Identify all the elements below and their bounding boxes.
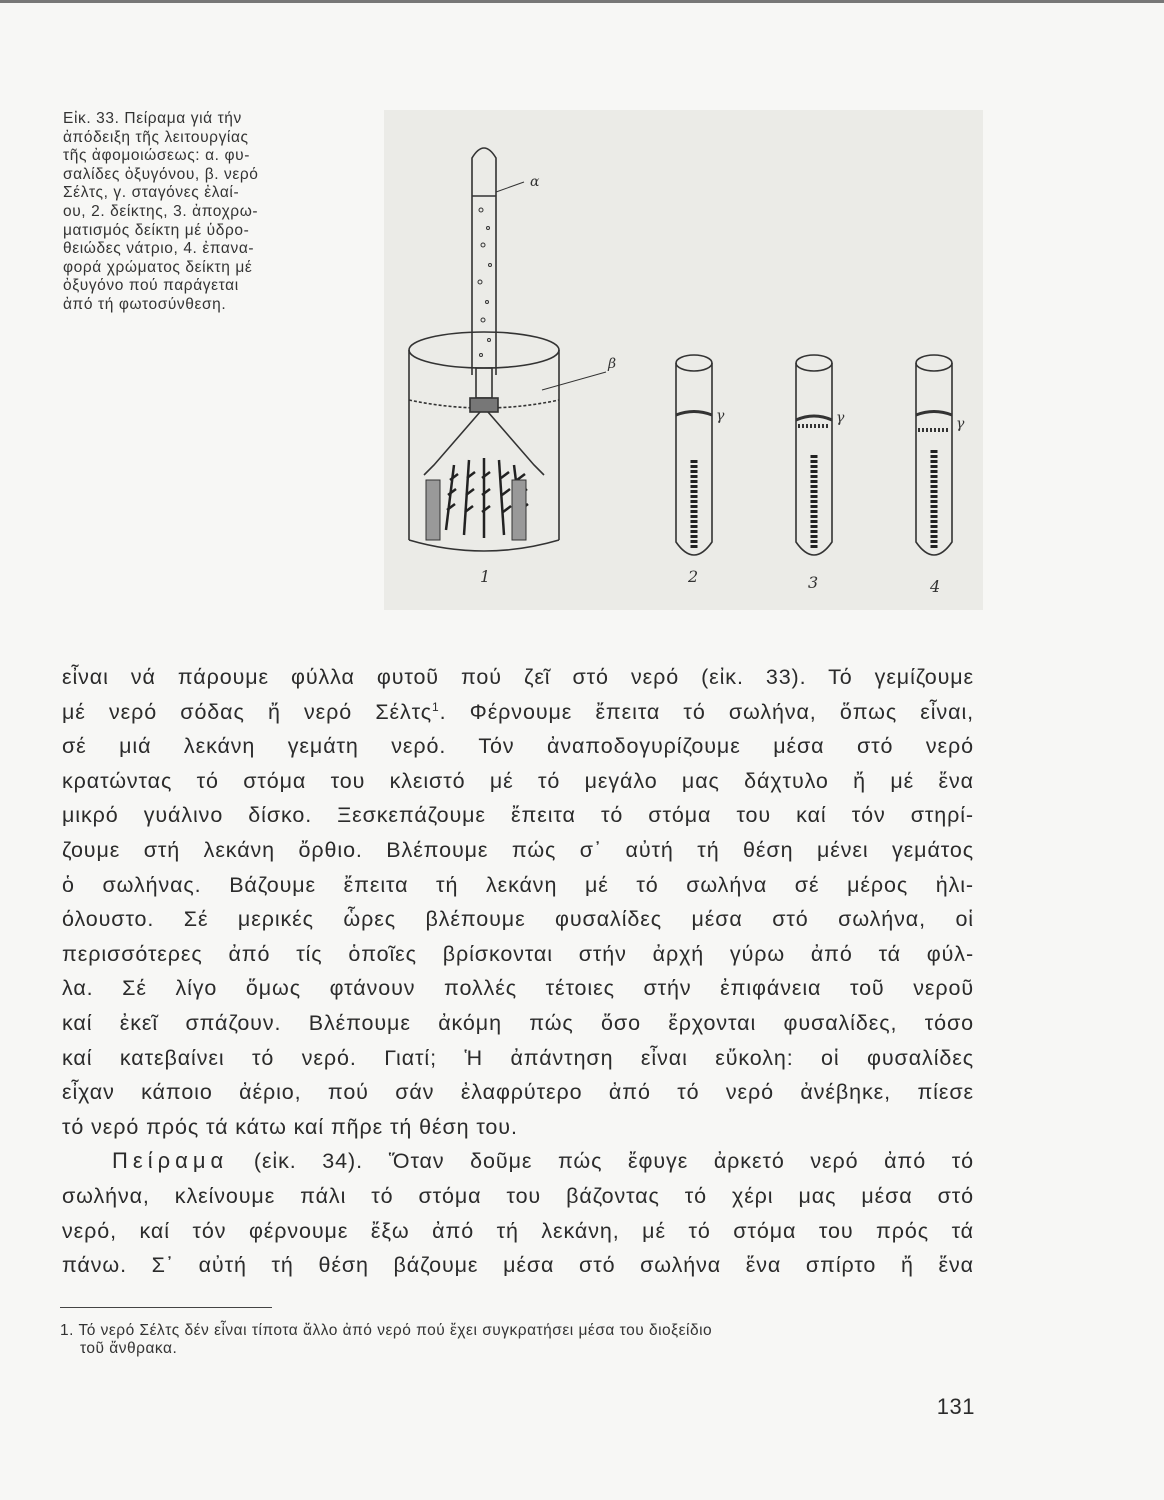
text-line: περισσότερες ἀπό τίς ὁποῖες βρίσκονται στήν ἀρχή γύρω ἀπό τά φύλ-: [62, 941, 974, 966]
text-line: εἶναι νά πάρουμε φύλλα φυτοῦ πού ζεῖ στό νερό (εἰκ. 33). Τό γεμίζουμε: [62, 665, 974, 689]
caption-line: ου, 2. δείκτης, 3. ἀποχρω-: [63, 202, 259, 220]
top-border-line: [0, 0, 1164, 3]
text-line: κρατώντας τό στόμα του κλειστό μέ τό μεγάλο μας δάχτυλο ἤ μέ ἕνα: [62, 768, 974, 793]
caption-line: φορά χρώματος δείκτη μέ: [63, 258, 253, 276]
footnote: [60, 1322, 975, 1358]
caption-line: τῆς ἀφομοιώσεως: α. φυ-: [63, 147, 250, 165]
text-line: [62, 1144, 974, 1179]
label-1: 1: [480, 567, 491, 586]
text-fragment: (εἰκ. 34). Ὅταν δοῦμε πώς ἔφυγε ἀρκετό νερό ἀπό τό: [228, 1149, 974, 1174]
text-line: μικρό γυάλινο δίσκο. Ξεσκεπάζουμε ἔπειτα τό στόμα του καί τόν στηρί-: [62, 803, 974, 828]
text-line: σωλήνα, κλείνουμε πάλι τό στόμα του βάζοντας τό χέρι μας μέσα στό: [62, 1183, 974, 1208]
text-line: σέ μιά λεκάνη γεμάτη νερό. Τόν ἀναποδογυρίζουμε μέσα στό νερό: [62, 734, 974, 759]
label-gamma-2: γ: [716, 408, 725, 424]
text-line: τό νερό πρός τά κάτω καί πῆρε τή θέση του.: [62, 1114, 518, 1139]
text-line: καί ἐκεῖ σπάζουν. Βλέπουμε ἀκόμη πώς ὅσο ἔρχονται φυσαλίδες, τόσο: [62, 1010, 974, 1035]
text-line: [62, 695, 974, 730]
label-4: 4: [930, 577, 941, 596]
footnote-line: τοῦ ἄνθρακα.: [80, 1340, 178, 1357]
text-line: λα. Σέ λίγο ὅμως φτάνουν πολλές τέτοιες στήν ἐπιφάνεια τοῦ νεροῦ: [62, 976, 974, 1001]
caption-line: ὀξυγόνο πού παράγεται: [63, 277, 239, 295]
gas-collection-tube: [470, 148, 498, 412]
label-beta: β: [608, 356, 617, 372]
footnote-reference[interactable]: 1: [432, 699, 440, 714]
caption-line: ἀπό τή φωτοσύνθεση.: [63, 295, 227, 313]
text-fragment: . Φέρνουμε ἔπειτα τό σωλήνα, ὅπως εἶναι,: [439, 699, 974, 724]
experiment-heading: Πείραμα: [112, 1148, 229, 1174]
experiment-drawing: [384, 110, 983, 610]
experiment-illustration: [384, 110, 983, 610]
caption-line: Σέλτς, γ. σταγόνες ἐλαί-: [63, 184, 240, 202]
caption-line: Εἰκ. 33. Πείραμα γιά τήν: [63, 110, 242, 127]
text-line: όλουστο. Σέ μερικές ὧρες βλέπουμε φυσαλίδες μέσα στό σωλήνα, οἱ: [62, 907, 974, 932]
figure-caption: [63, 110, 343, 315]
footnote-line: 1. Τό νερό Σέλτς δέν εἶναι τίποτα ἄλλο ἀπό νερό πού ἔχει συγκρατήσει μέσα του διοξείδιο: [60, 1322, 713, 1339]
text-line: πάνω. Σ᾿ αὐτή τή θέση βάζουμε μέσα στό σωλήνα ἕνα σπίρτο ἤ ἕνα: [62, 1253, 974, 1278]
label-2: 2: [688, 567, 699, 586]
test-tube-3: [796, 355, 832, 555]
text-line: ζουμε στή λεκάνη ὄρθιο. Βλέπουμε πώς σ᾿ αὐτή τή θέση μένει γεμάτος: [62, 837, 974, 862]
text-line: καί κατεβαίνει τό νερό. Γιατί; Ἡ ἀπάντηση εἶναι εὔκολη: οἱ φυσαλίδες: [62, 1045, 974, 1070]
caption-line: ἀπόδειξη τῆς λειτουργίας: [63, 128, 249, 146]
oxygen-bubbles: [478, 208, 492, 357]
caption-line: θειώδες νάτριο, 4. ἐπανα-: [63, 240, 255, 258]
page-number: 131: [936, 1394, 975, 1419]
label-alpha: α: [530, 174, 540, 190]
text-line: ὁ σωλήνας. Βάζουμε ἔπειτα τή λεκάνη μέ τό σωλήνα σέ μέρος ἡλι-: [62, 872, 974, 897]
label-gamma-4: γ: [956, 416, 965, 432]
text-fragment: μέ νερό σόδας ἤ νερό Σέλτς: [62, 699, 432, 724]
text-line: νερό, καί τόν φέρνουμε ἔξω ἀπό τή λεκάνη, μέ τό στόμα του πρός τά: [62, 1218, 974, 1243]
caption-line: ματισμός δείκτη μέ ὑδρο-: [63, 221, 250, 239]
label-gamma-3: γ: [836, 410, 845, 426]
body-text: [62, 660, 974, 1283]
text-line: εἶχαν κάποιο ἀέριο, πού σάν ἐλαφρύτερο ἀπό τό νερό ἀνέβηκε, πίεσε: [62, 1080, 974, 1105]
test-tube-4: [916, 355, 952, 555]
label-3: 3: [808, 573, 819, 592]
footnote-divider: [60, 1307, 272, 1308]
test-tube-2: [676, 355, 712, 555]
caption-line: σαλίδες ὀξυγόνου, β. νερό: [63, 165, 259, 183]
